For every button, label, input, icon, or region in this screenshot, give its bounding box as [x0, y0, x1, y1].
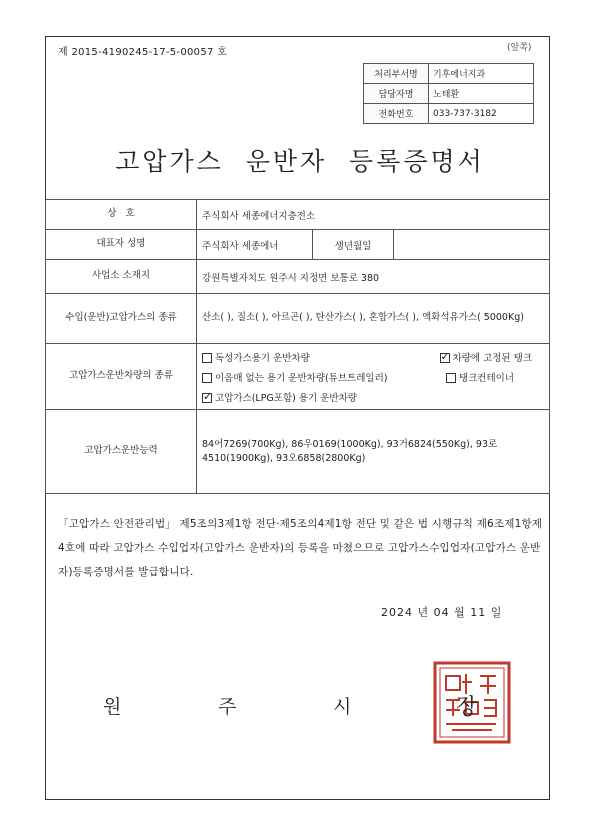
trade-name-value: 주식회사 세종에너지충전소 — [197, 200, 550, 230]
issuer-name — [103, 692, 448, 719]
issue-date: 2024 년 04 월 11 일 — [381, 606, 503, 619]
certification-paragraph: 「고압가스 안전관리법」 제5조의3제1항 전단·제5조의4제1항 전단 및 같은 법 시행규칙 제6조제1항제4호에 따라 고압가스 수입업자(고압가스 운반자)의 등록을 마쳤으므로 고압가스수입업자(고압가스 운반자)등록증명서를 발급합니다. — [58, 518, 543, 578]
document-number: 제 2015-4190245-17-5-00057 호 — [58, 47, 228, 58]
info-row — [364, 104, 534, 124]
capacity-value: 84어7269(700Kg), 86우0169(1000Kg), 93거6824(550Kg), 93로4510(1900Kg), 93오6858(2800Kg) — [197, 410, 550, 494]
issuer-char: 시 — [333, 696, 352, 718]
lpg-container-checkbox[interactable] — [202, 393, 212, 403]
fixed-tank-checkbox[interactable] — [440, 353, 450, 363]
representative-label: 대표자 성명 — [46, 230, 197, 260]
gas-kind-label: 수입(운반)고압가스의 종류 — [46, 294, 197, 344]
row-gas-kind — [46, 294, 550, 344]
trade-name-label: 상 호 — [46, 200, 197, 230]
vehicle-option-label: 차량에 고정된 탱크 — [452, 352, 532, 364]
tube-trailer-checkbox[interactable] — [202, 373, 212, 383]
contact-info-table — [363, 63, 534, 124]
toxic-gas-checkbox[interactable] — [202, 353, 212, 363]
info-value: 기후에너지과 — [429, 64, 534, 84]
vehicle-kind-label: 고압가스운반차량의 종류 — [46, 344, 197, 410]
issuer-char: 주 — [218, 696, 237, 718]
issuer-char: 원 — [103, 696, 122, 718]
address-label: 사업소 소재지 — [46, 260, 197, 294]
vehicle-option-label: 탱크컨테이너 — [458, 372, 514, 384]
birth-label: 생년월일 — [313, 230, 394, 260]
vehicle-option — [440, 350, 532, 364]
tank-container-checkbox[interactable] — [446, 373, 456, 383]
vehicle-option-label: 고압가스(LPG포함) 용기 운반차량 — [215, 392, 357, 404]
row-capacity — [46, 410, 550, 494]
row-vehicle-kind — [46, 344, 550, 410]
vehicle-option — [202, 350, 310, 364]
info-key: 전화번호 — [364, 104, 429, 124]
vehicle-option — [446, 370, 514, 384]
vehicle-options — [197, 344, 550, 410]
info-row — [364, 84, 534, 104]
info-value: 노태환 — [429, 84, 534, 104]
info-value: 033-737-3182 — [429, 104, 534, 124]
address-value: 강원특별자치도 원주시 지정면 보통로 380 — [197, 260, 550, 294]
capacity-label: 고압가스운반능력 — [46, 410, 197, 494]
info-key: 처리부서명 — [364, 64, 429, 84]
vehicle-option-label: 이음매 없는 용기 운반차량(튜브트레일러) — [215, 372, 388, 384]
document-title: 고압가스 운반자 등록증명서 — [115, 147, 485, 176]
row-trade-name — [46, 200, 550, 230]
page-label: (앞쪽) — [507, 43, 532, 53]
row-representative — [46, 230, 550, 260]
row-address — [46, 260, 550, 294]
representative-value: 주식회사 세종에너 — [197, 230, 313, 260]
birth-value — [394, 230, 550, 260]
info-key: 담당자명 — [364, 84, 429, 104]
gas-kind-value: 산소( ), 질소( ), 아르곤( ), 탄산가스( ), 혼합가스( ), 액화석유가스( 5000Kg) — [197, 294, 550, 344]
vehicle-option — [202, 370, 387, 384]
vehicle-option — [202, 390, 357, 404]
info-row — [364, 64, 534, 84]
seal-overlay-char: 장 — [456, 695, 478, 720]
registration-table — [45, 199, 550, 494]
vehicle-option-label: 독성가스용기 운반차량 — [215, 352, 310, 364]
